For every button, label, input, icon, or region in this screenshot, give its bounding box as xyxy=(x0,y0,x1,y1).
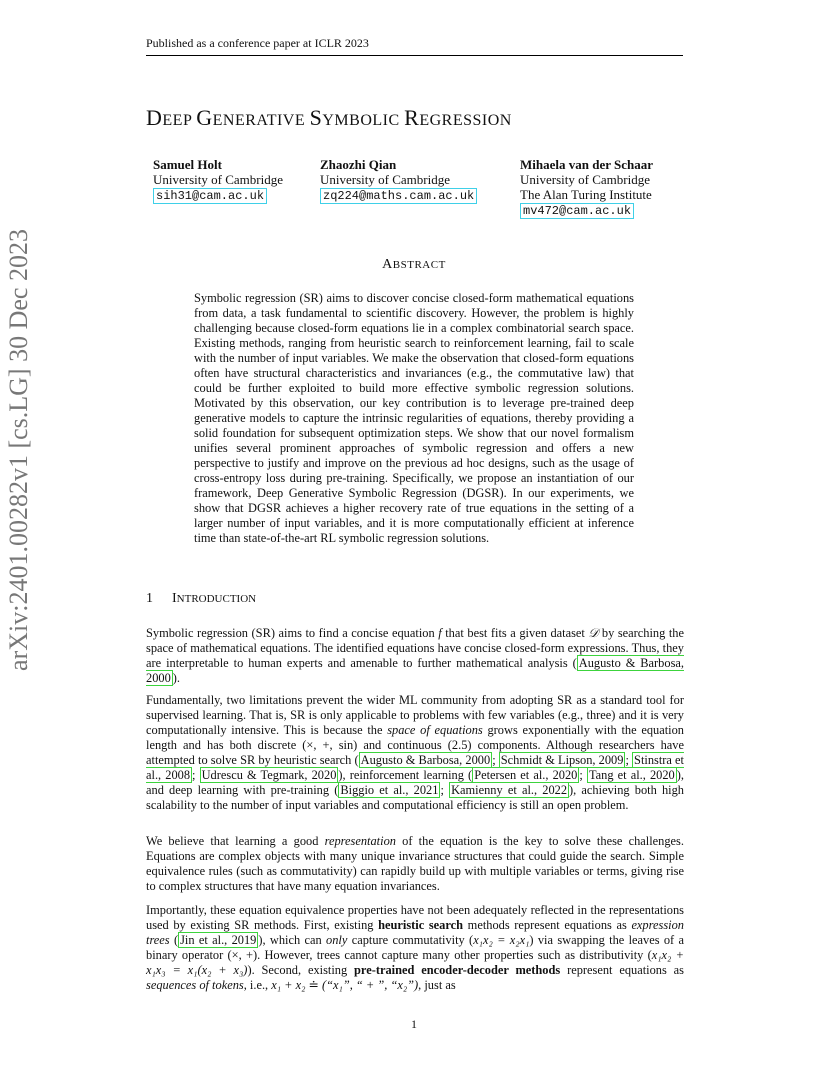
citation-link[interactable]: Tang et al., 2020 xyxy=(588,768,675,782)
author-1 xyxy=(153,157,283,204)
citation-link[interactable]: Biggio et al., 2021 xyxy=(340,783,439,797)
section-heading-introduction: 1 INTRODUCTION xyxy=(146,591,257,606)
abstract-heading: ABSTRACT xyxy=(382,257,446,272)
arxiv-identifier: arXiv:2401.00282v1 [cs.LG] 30 Dec 2023 xyxy=(4,229,33,671)
title-word-1: DEEP xyxy=(146,105,197,130)
author-email-link[interactable]: sih31@cam.ac.uk xyxy=(153,188,267,204)
running-head: Published as a conference paper at ICLR 2023 xyxy=(146,36,683,56)
author-3 xyxy=(520,157,653,219)
author-affiliation: University of Cambridge xyxy=(520,172,650,187)
page-number: 1 xyxy=(411,1017,417,1031)
author-name: Mihaela van der Schaar xyxy=(520,157,654,172)
author-affiliation-2: The Alan Turing Institute xyxy=(520,187,652,202)
citation-link[interactable]: Udrescu & Tegmark, 2020 xyxy=(201,768,337,782)
abstract-text: Symbolic regression (SR) aims to discover concise closed-form mathematical equations from data, a task fundamental to scientific discovery. However, the problem is highly challenging because closed-form equations lie in a complex combinatorial search space. Existing methods, ranging from heuristic search to reinforcement learning, fail to scale with the number of input variables. We make the observation that closed-form equations often have structural characteristics and invariances (e.g., the commutative law) that could be further exploited to build more effective symbolic regression solutions. Motivated by this observation, our key contribution is to leverage pre-trained deep generative models to capture the intrinsic regularities of equations, thereby providing a solid foundation for subsequent optimization steps. We show that our novel formalism unifies several prominent approaches of symbolic regression and offers a new perspective to justify and improve on the previous ad hoc designs, such as the usage of cross-entropy loss during pre-training. Specifically, we propose an instantiation of our framework, Deep Generative Symbolic Regression (DGSR). In our experiments, we show that DGSR achieves a higher recovery rate of true equations in the setting of a larger number of input variables, and it is more computationally efficient at inference time than state-of-the-art RL symbolic regression solutions. xyxy=(194,291,634,545)
citation-link[interactable]: Augusto & Barbosa, 2000 xyxy=(360,753,491,767)
author-affiliation: University of Cambridge xyxy=(153,172,283,187)
intro-paragraph-2: Fundamentally, two limitations prevent the wider ML community from adopting SR as a standard tool for supervised learning. That is, SR is only applicable to problems with few variables (e.g., three) and it is very computationally intensive. This is because the space of equations grows exponentially with the equation length and has both discrete (×, +, sin) and continuous (2.5) components. Although researchers have attempted to solve SR by heuristic search ( Augusto & Barbosa, 2000 ; Schmidt & Lipson, 2009 ; Stinstra et al., 2008 ; Udrescu & Tegmark, 2020 ), reinforcement learning ( Petersen et al., 2020 ; Tang et al., 2020 ), and deep learning with pre-training ( Biggio et al., 2021 ; Kamienny et al., 2022 ), achieving both high scalability to the number of input variables and computational efficiency is still an open problem. xyxy=(146,693,684,812)
author-email-link[interactable]: mv472@cam.ac.uk xyxy=(520,203,634,219)
author-email-link[interactable]: zq224@maths.cam.ac.uk xyxy=(320,188,477,204)
author-affiliation: University of Cambridge xyxy=(320,172,450,187)
intro-paragraph-4: Importantly, these equation equivalence properties have not been adequately reflected in the representations used by existing SR methods. First, existing heuristic search methods represent equations as expression trees ( Jin et al., 2019 ), which can only capture commutativity (x₁x₂ = x₂x₁) via swapping the leaves of a binary operator (×, +). However, trees cannot capture many other properties such as distributivity (x₁x₂ + x₁x₃ = x₁(x₂ + x₃)). Second, existing pre-trained encoder-decoder methods represent equations as sequences of tokens, i.e., x₁ + x₂ ≐ (“x₁”, “ + ”, “x₂”), just as xyxy=(146,903,684,992)
paper-title xyxy=(146,105,512,131)
citation-link[interactable]: Schmidt & Lipson, 2009 xyxy=(500,753,624,767)
title-word-4: REGRESSION xyxy=(404,105,512,130)
citation-link[interactable]: Kamienny et al., 2022 xyxy=(451,783,568,797)
citation-link[interactable]: Augusto & Barbosa, 2000 xyxy=(146,656,684,685)
citation-link[interactable]: Petersen et al., 2020 xyxy=(474,768,578,782)
citation-link[interactable]: Stinstra et al., 2008 xyxy=(146,753,684,782)
author-name: Samuel Holt xyxy=(153,157,222,172)
author-name: Zhaozhi Qian xyxy=(320,157,397,172)
title-word-2: GENERATIVE xyxy=(196,105,310,130)
intro-paragraph-3: We believe that learning a good representation of the equation is the key to solve these challenges. Equations are complex objects with many unique invariance structures that could guide the search. Simple equivalence rules (such as commutativity) can rapidly build up with multiple variables or terms, giving rise to complex structures that have many equation invariances. xyxy=(146,834,684,893)
citation-link[interactable]: Jin et al., 2019 xyxy=(180,933,257,947)
title-word-3: SYMBOLIC xyxy=(309,105,405,130)
intro-paragraph-1: Symbolic regression (SR) aims to find a concise equation f that best fits a given dataset 𝒟 by searching the space of mathematical equations. The identified equations have concise closed-form expressions. Thus, they are interpretable to human experts and amenable to further mathematical analysis ( Augusto & Barbosa, 2000 ). xyxy=(146,626,685,685)
section-number: 1 xyxy=(146,591,153,606)
author-2 xyxy=(320,157,477,204)
